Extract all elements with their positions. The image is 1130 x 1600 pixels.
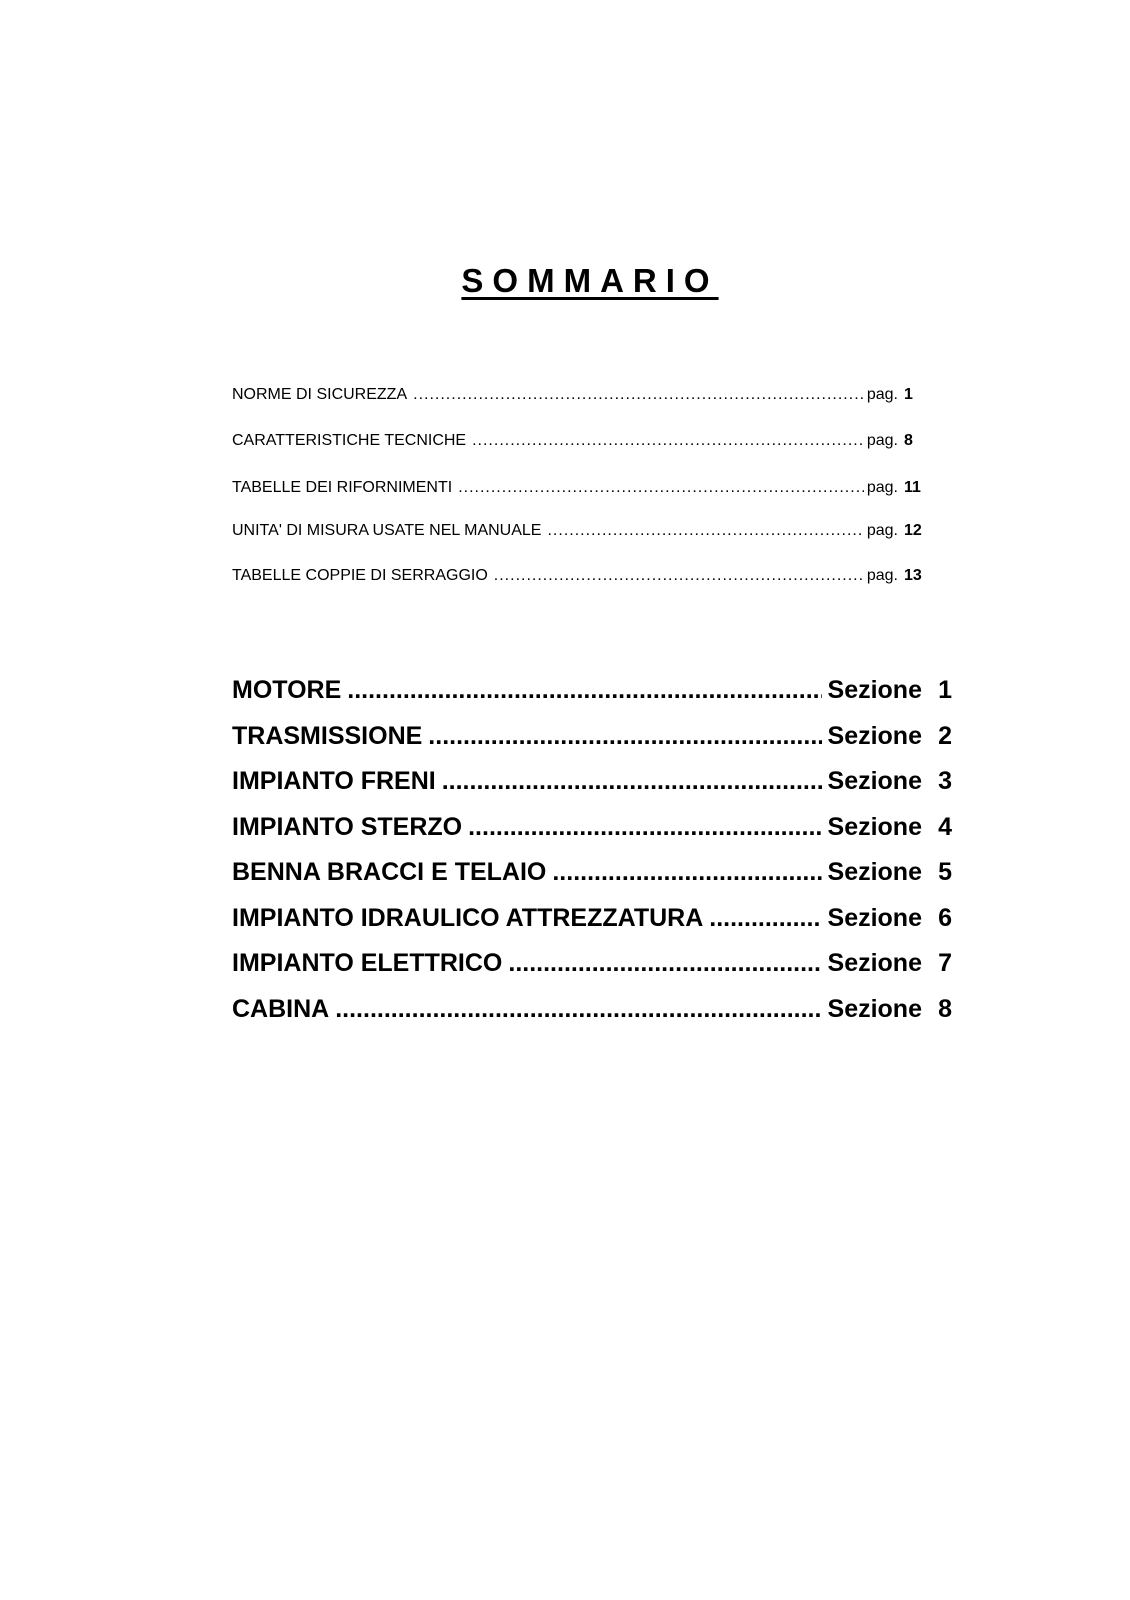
section-label: TRASMISSIONE [232,722,423,750]
dot-leader [494,567,864,585]
section-prefix: Sezione [827,949,922,977]
section-prefix: Sezione [827,858,922,886]
section-number: 8 [938,995,952,1023]
toc-entry-coppie-di-serraggio[interactable] [232,567,932,585]
page-number: 11 [904,479,921,496]
page-number: 13 [904,567,922,584]
section-prefix: Sezione [827,722,922,750]
page-prefix: pag. [866,567,898,584]
section-prefix: Sezione [827,767,922,795]
section-entry-trasmissione[interactable] [232,722,952,751]
dot-leader [442,767,822,796]
section-entry-impianto-elettrico[interactable] [232,949,952,978]
section-number: 3 [938,767,952,795]
toc-entry-norme-di-sicurezza[interactable] [232,386,932,404]
toc-entry-unita-di-misura[interactable] [232,522,932,540]
section-entry-benna-bracci-telaio[interactable] [232,858,952,887]
page-title: SOMMARIO [461,262,719,299]
section-prefix: Sezione [827,813,922,841]
section-number: 5 [938,858,952,886]
page-number: 12 [904,522,922,539]
page-number: 1 [904,386,913,403]
page-prefix: pag. [866,522,898,539]
page-prefix: pag. [866,386,898,403]
section-label: IMPIANTO ELETTRICO [232,949,503,977]
toc-entry-label: CARATTERISTICHE TECNICHE [232,432,467,449]
dot-leader [508,949,821,978]
dot-leader [472,432,864,450]
dot-leader [413,386,864,404]
section-number: 4 [938,813,952,841]
dot-leader [547,522,863,540]
section-prefix: Sezione [827,904,922,932]
page-prefix: pag. [866,479,898,496]
section-entry-motore[interactable] [232,676,952,705]
section-entry-cabina[interactable] [232,995,952,1024]
section-label: MOTORE [232,676,342,704]
dot-leader [428,722,821,751]
toc-entry-caratteristiche-tecniche[interactable] [232,432,932,450]
toc-entry-tabelle-rifornimenti[interactable] [232,479,932,497]
section-label: BENNA BRACCI E TELAIO [232,858,547,886]
page-number: 8 [904,432,913,449]
dot-leader [552,858,821,887]
section-number: 2 [938,722,952,750]
section-number: 6 [938,904,952,932]
section-prefix: Sezione [827,676,922,704]
dot-leader [458,479,864,497]
section-label: IMPIANTO FRENI [232,767,436,795]
section-label: IMPIANTO IDRAULICO ATTREZZATURA [232,904,704,932]
dot-leader [709,904,821,933]
toc-entry-label: TABELLE DEI RIFORNIMENTI [232,479,453,496]
section-entry-impianto-sterzo[interactable] [232,813,952,842]
toc-entry-label: UNITA' DI MISURA USATE NEL MANUALE [232,522,542,539]
section-number: 7 [938,949,952,977]
dot-leader [468,813,821,842]
dot-leader [335,995,821,1024]
dot-leader [347,676,821,705]
section-entry-impianto-idraulico[interactable] [232,904,952,933]
page-prefix: pag. [866,432,898,449]
toc-entry-label: NORME DI SICUREZZA [232,386,408,403]
section-label: CABINA [232,995,330,1023]
section-label: IMPIANTO STERZO [232,813,463,841]
section-number: 1 [938,676,952,704]
section-prefix: Sezione [827,995,922,1023]
section-entry-impianto-freni[interactable] [232,767,952,796]
toc-entry-label: TABELLE COPPIE DI SERRAGGIO [232,567,488,584]
